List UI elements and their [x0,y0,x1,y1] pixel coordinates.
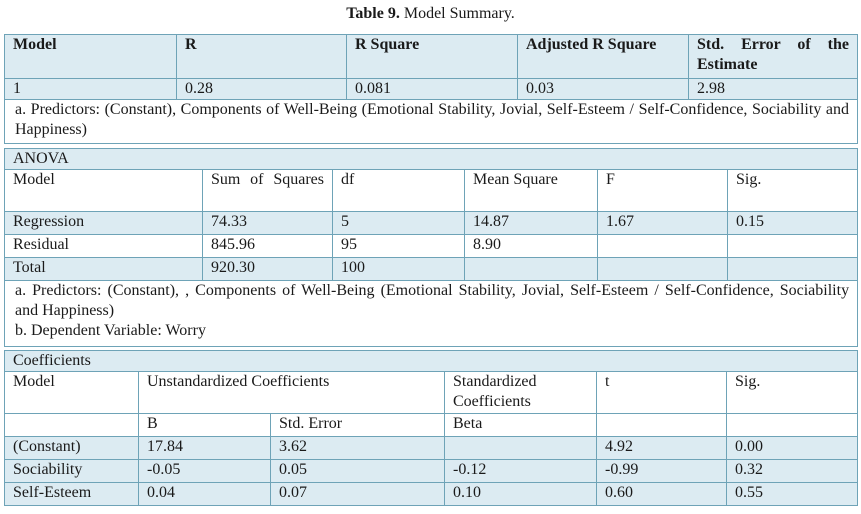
cell: Total [5,258,203,281]
table-row [5,212,858,235]
cell [465,258,598,281]
cell: 4.92 [597,437,727,460]
header-cell: Std. Error [271,414,445,437]
cell: -0.99 [597,460,727,483]
cell: 2.98 [689,79,858,100]
cell: 0.07 [271,483,445,506]
cell [598,258,728,281]
caption-title: Model Summary. [403,5,515,22]
cell: 1 [5,79,177,100]
cell [598,235,728,258]
cell: 95 [333,235,465,258]
header-cell: Std. Error of the Estimate [689,35,858,79]
cell: 0.081 [347,79,518,100]
cell: -0.05 [139,460,271,483]
cell: 845.96 [203,235,333,258]
section-title-row [5,351,858,372]
cell: 0.60 [597,483,727,506]
header-cell: Model [5,372,139,414]
cell: (Constant) [5,437,139,460]
anova-table [4,148,858,347]
cell: 0.15 [728,212,858,235]
header-cell: Adjusted R Square [518,35,689,79]
table-row [5,235,858,258]
cell: 17.84 [139,437,271,460]
predictors-note: a. Predictors: (Constant), , Components of Well-Being (Emotional Stability, Jovial, Self-Esteem / Self-Confidence, Sociability and Happiness) [15,282,850,319]
header-cell: Model [5,170,203,212]
table-row [5,79,858,100]
anova-header-row [5,170,858,212]
cell: 0.05 [271,460,445,483]
cell: 8.90 [465,235,598,258]
header-cell: F [598,170,728,212]
table-row [5,437,858,460]
coefficients-table [4,350,858,506]
cell [728,258,858,281]
header-cell: t [597,372,727,414]
header-cell: Model [5,35,177,79]
cell: 0.32 [727,460,858,483]
cell: Self-Esteem [5,483,139,506]
cell: 3.62 [271,437,445,460]
table-caption [0,4,861,24]
header-cell: Mean Square [465,170,598,212]
cell: 5 [333,212,465,235]
coefficients-title: Coefficients [5,351,858,372]
table-row [5,258,858,281]
cell: 0.55 [727,483,858,506]
header-cell: Sum of Squares [203,170,333,212]
header-cell: Sig. [727,372,858,414]
dependent-variable-note: b. Dependent Variable: Worry [15,322,206,339]
cell: 14.87 [465,212,598,235]
caption-label: Table 9. [346,5,400,22]
note-row [5,281,858,347]
header-cell: R [177,35,347,79]
model-summary-table [4,34,858,144]
anova-title: ANOVA [5,149,858,170]
cell: 0.03 [518,79,689,100]
cell: 74.33 [203,212,333,235]
section-title-row [5,149,858,170]
header-cell: R Square [347,35,518,79]
header-cell: Standardized Coefficients [445,372,597,414]
cell: Sociability [5,460,139,483]
cell: 0.04 [139,483,271,506]
header-cell: df [333,170,465,212]
note-row [5,100,858,144]
table-row [5,460,858,483]
cell: 100 [333,258,465,281]
cell: 0.28 [177,79,347,100]
cell: 1.67 [598,212,728,235]
coefficients-subheader-row [5,414,858,437]
cell: 920.30 [203,258,333,281]
header-cell: Beta [445,414,597,437]
header-cell: Sig. [728,170,858,212]
cell [445,437,597,460]
cell [728,235,858,258]
predictors-note: a. Predictors: (Constant), Components of Well-Being (Emotional Stability, Jovial, Self-Esteem / Self-Confidence, Sociability and Happiness) [5,100,858,144]
cell: Regression [5,212,203,235]
cell: 0.00 [727,437,858,460]
cell: -0.12 [445,460,597,483]
header-cell: B [139,414,271,437]
table-row [5,483,858,506]
cell: 0.10 [445,483,597,506]
header-cell: Unstandardized Coefficients [139,372,445,414]
model-summary-header-row [5,35,858,79]
cell: Residual [5,235,203,258]
coefficients-header-row [5,372,858,414]
